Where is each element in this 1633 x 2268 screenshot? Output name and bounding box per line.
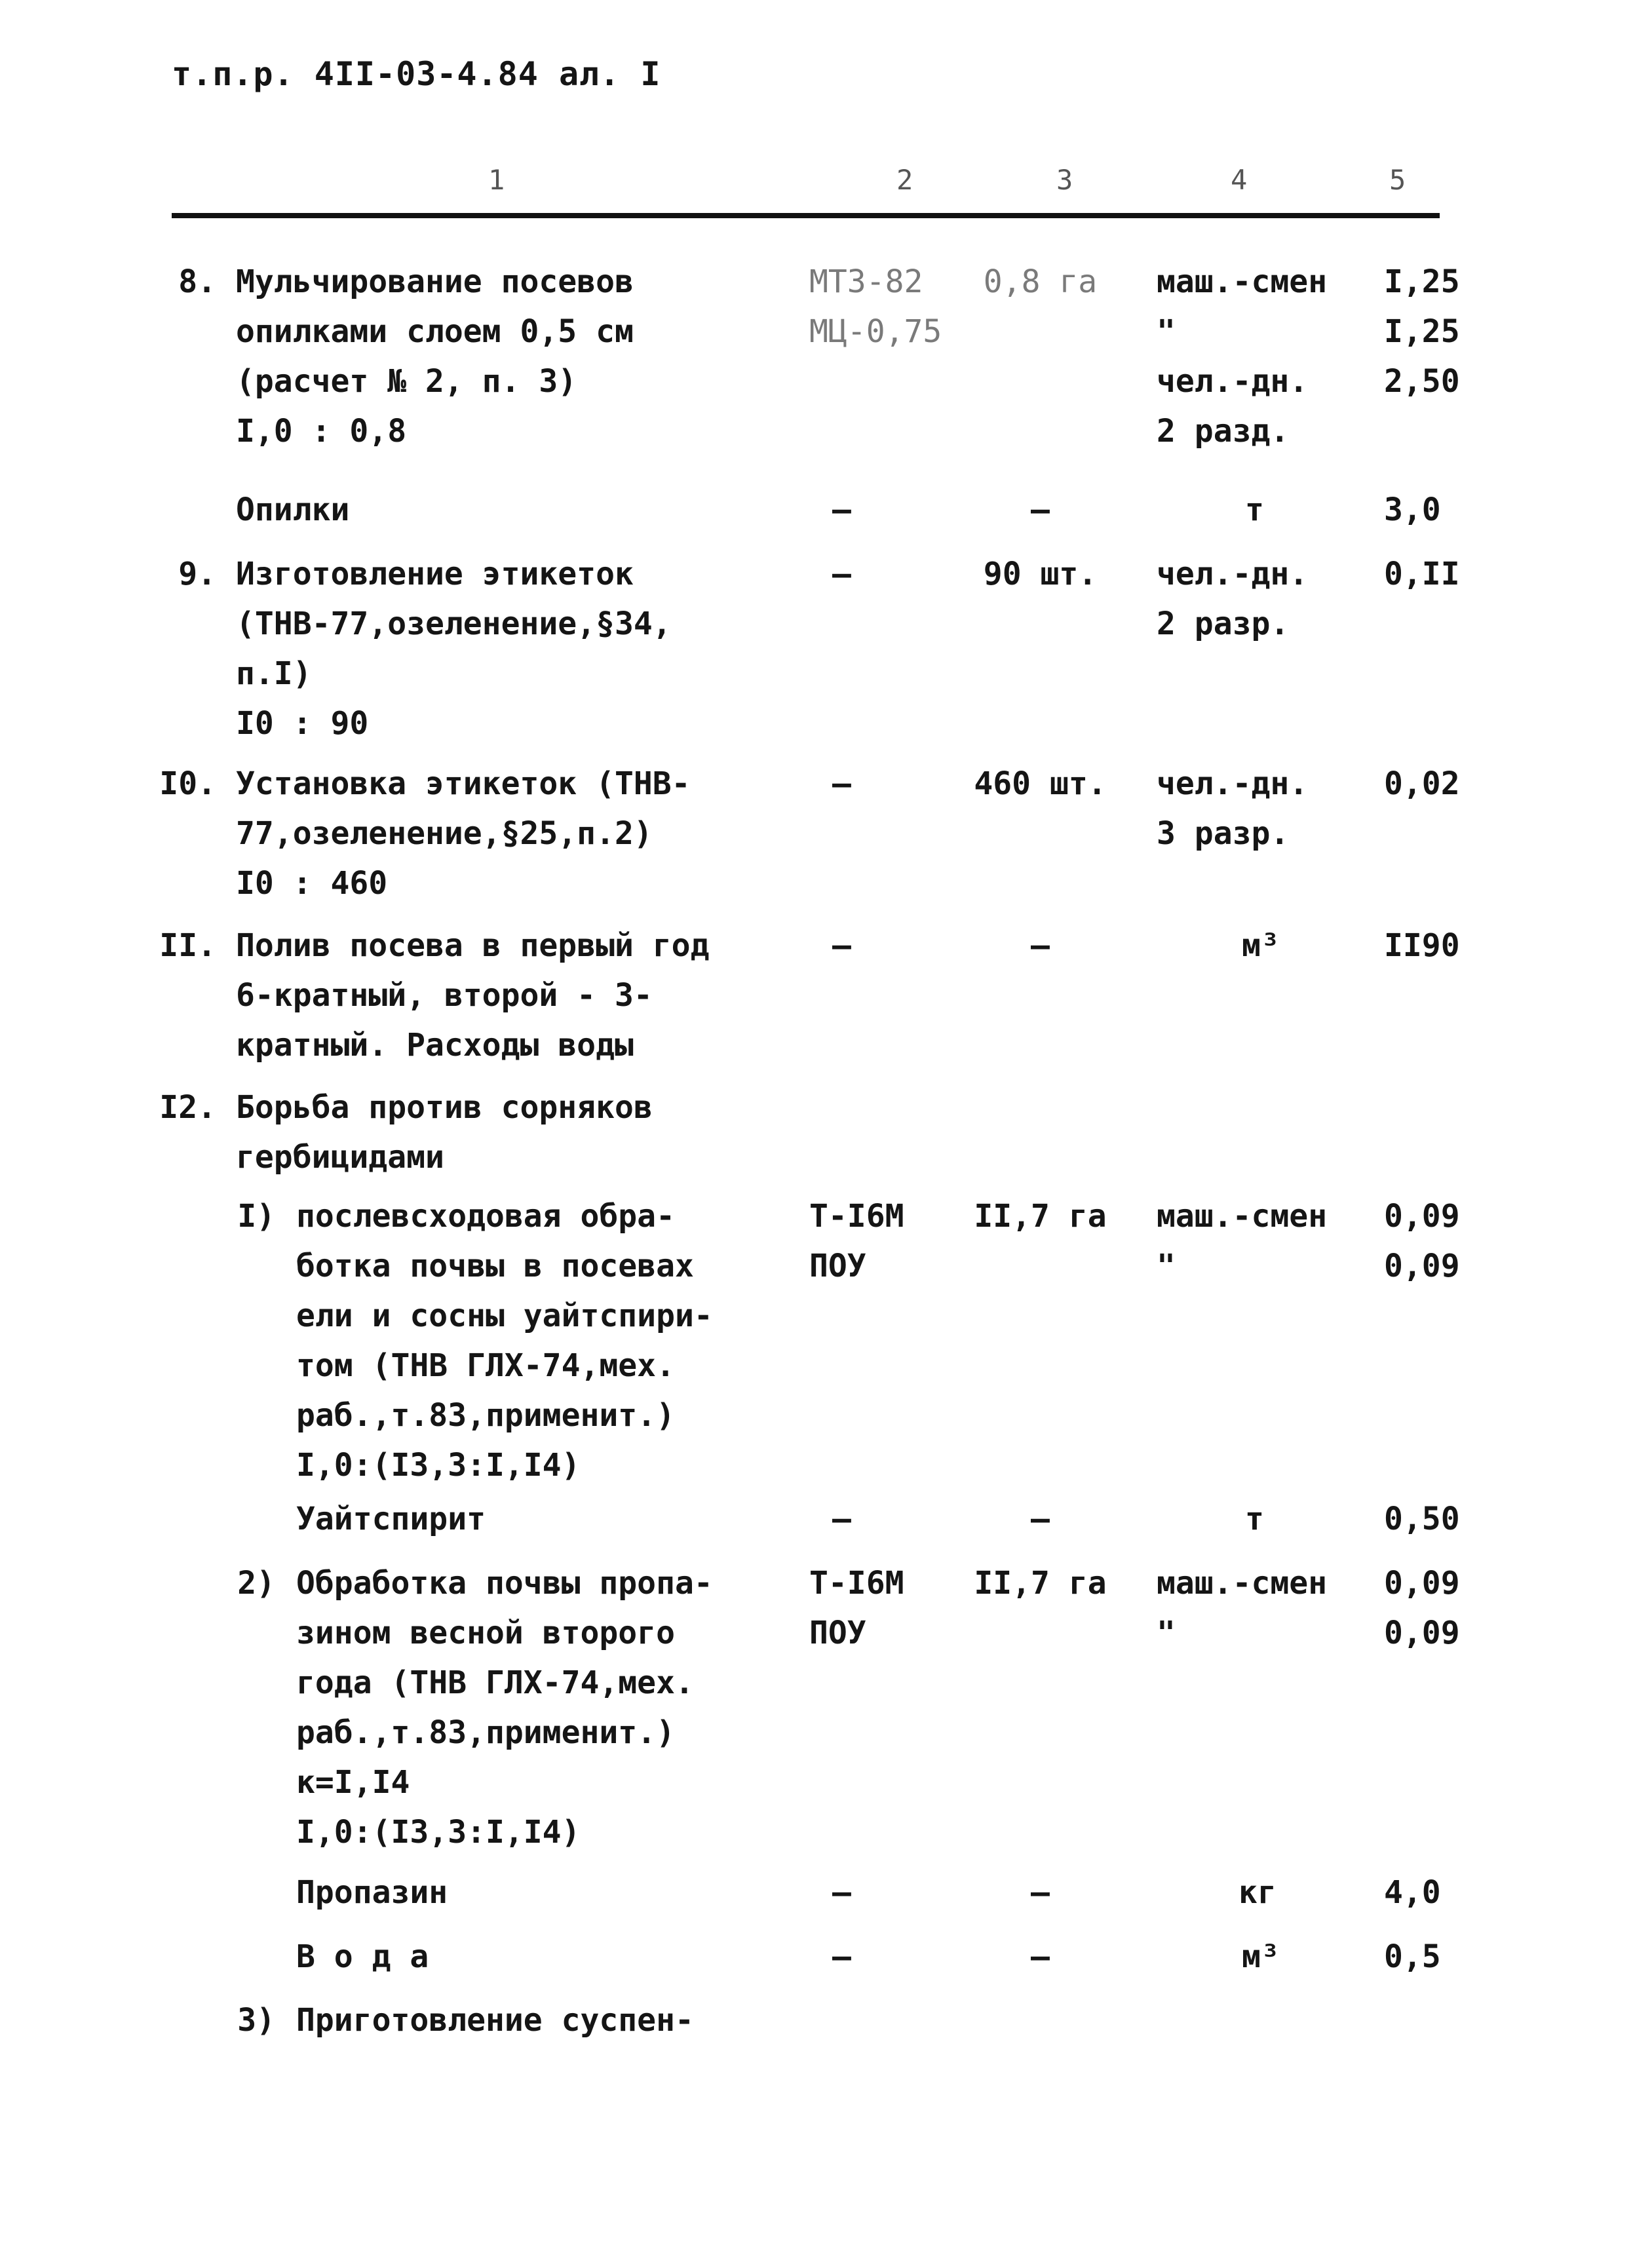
- column-header-5: 5: [1389, 164, 1406, 196]
- row-unit: чел.-дн. 2 разр.: [1157, 556, 1309, 642]
- row-machine: –: [832, 765, 851, 802]
- row-machine: –: [832, 1501, 851, 1537]
- row-description: Полив посева в первый год 6-кратный, второй - 3- кратный. Расходы воды: [236, 927, 710, 1064]
- row-number: I2.: [159, 1089, 216, 1126]
- row-number: 8.: [178, 263, 216, 300]
- row-number: 3): [237, 2002, 275, 2039]
- column-header-2: 2: [896, 164, 913, 196]
- row-value: 0,09 0,09: [1384, 1198, 1460, 1284]
- row-description: Борьба против сорняков гербицидами: [236, 1089, 653, 1176]
- row-description: послевсходовая обра- ботка почвы в посевах ели и сосны уайтспири- том (ТНВ ГЛХ-74,мех. раб.,т.83,применит.) I,0:(I3,3:I,I4): [296, 1198, 713, 1484]
- row-volume: 0,8 га: [983, 263, 1098, 300]
- row-unit: т: [1245, 1501, 1264, 1537]
- row-number: I): [237, 1198, 275, 1235]
- header-rule: [172, 213, 1440, 218]
- column-header-4: 4: [1231, 164, 1248, 196]
- row-unit: м³: [1242, 1938, 1280, 1975]
- row-volume: –: [1031, 1501, 1050, 1537]
- row-volume: 90 шт.: [983, 556, 1098, 592]
- row-machine: –: [832, 1874, 851, 1911]
- row-volume: 460 шт.: [974, 765, 1107, 802]
- row-machine: МТЗ-82 МЦ-0,75: [809, 263, 942, 350]
- row-number: 2): [237, 1565, 275, 1602]
- row-description: Опилки: [236, 491, 350, 528]
- row-unit: маш.-смен " чел.-дн. 2 разд.: [1157, 263, 1328, 450]
- row-unit: чел.-дн. 3 разр.: [1157, 765, 1309, 852]
- row-unit: т: [1245, 491, 1264, 528]
- row-machine: Т-I6М ПОУ: [809, 1565, 904, 1651]
- row-volume: II,7 га: [974, 1565, 1107, 1602]
- column-header-1: 1: [488, 164, 505, 196]
- row-value: 0,09 0,09: [1384, 1565, 1460, 1651]
- row-volume: –: [1031, 1938, 1050, 1975]
- row-machine: Т-I6М ПОУ: [809, 1198, 904, 1284]
- row-machine: –: [832, 1938, 851, 1975]
- row-number: I0.: [159, 765, 216, 802]
- row-description: Пропазин: [296, 1874, 448, 1911]
- row-value: 0,02: [1384, 765, 1460, 802]
- row-number: 9.: [178, 556, 216, 592]
- row-volume: –: [1031, 1874, 1050, 1911]
- row-description: Изготовление этикеток (ТНВ-77,озеленение,§34, п.I) I0 : 90: [236, 556, 672, 742]
- row-volume: II,7 га: [974, 1198, 1107, 1235]
- column-header-3: 3: [1056, 164, 1073, 196]
- row-unit: кг: [1239, 1874, 1277, 1911]
- row-value: II90: [1384, 927, 1460, 964]
- row-description: Уайтспирит: [296, 1501, 486, 1537]
- row-machine: –: [832, 927, 851, 964]
- row-volume: –: [1031, 927, 1050, 964]
- row-description: Приготовление суспен-: [296, 2002, 694, 2039]
- row-machine: –: [832, 556, 851, 592]
- row-value: 0,II: [1384, 556, 1460, 592]
- row-unit: маш.-смен ": [1157, 1198, 1328, 1284]
- row-value: 0,5: [1384, 1938, 1441, 1975]
- row-number: II.: [159, 927, 216, 964]
- row-description: Установка этикеток (ТНВ- 77,озеленение,§25,п.2) I0 : 460: [236, 765, 691, 902]
- row-unit: м³: [1242, 927, 1280, 964]
- row-unit: маш.-смен ": [1157, 1565, 1328, 1651]
- row-value: 0,50: [1384, 1501, 1460, 1537]
- row-volume: –: [1031, 491, 1050, 528]
- row-value: I,25 I,25 2,50: [1384, 263, 1460, 400]
- row-machine: –: [832, 491, 851, 528]
- row-description: Мульчирование посевов опилками слоем 0,5 см (расчет № 2, п. 3) I,0 : 0,8: [236, 263, 634, 450]
- row-description: Обработка почвы пропа- зином весной второго года (ТНВ ГЛХ-74,мех. раб.,т.83,применит.) к=I,I4 I,0:(I3,3:I,I4): [296, 1565, 713, 1851]
- row-description: В о д а: [296, 1938, 429, 1975]
- row-value: 4,0: [1384, 1874, 1441, 1911]
- row-value: 3,0: [1384, 491, 1441, 528]
- document-header: т.п.р. 4II-03-4.84 ал. I: [172, 55, 661, 93]
